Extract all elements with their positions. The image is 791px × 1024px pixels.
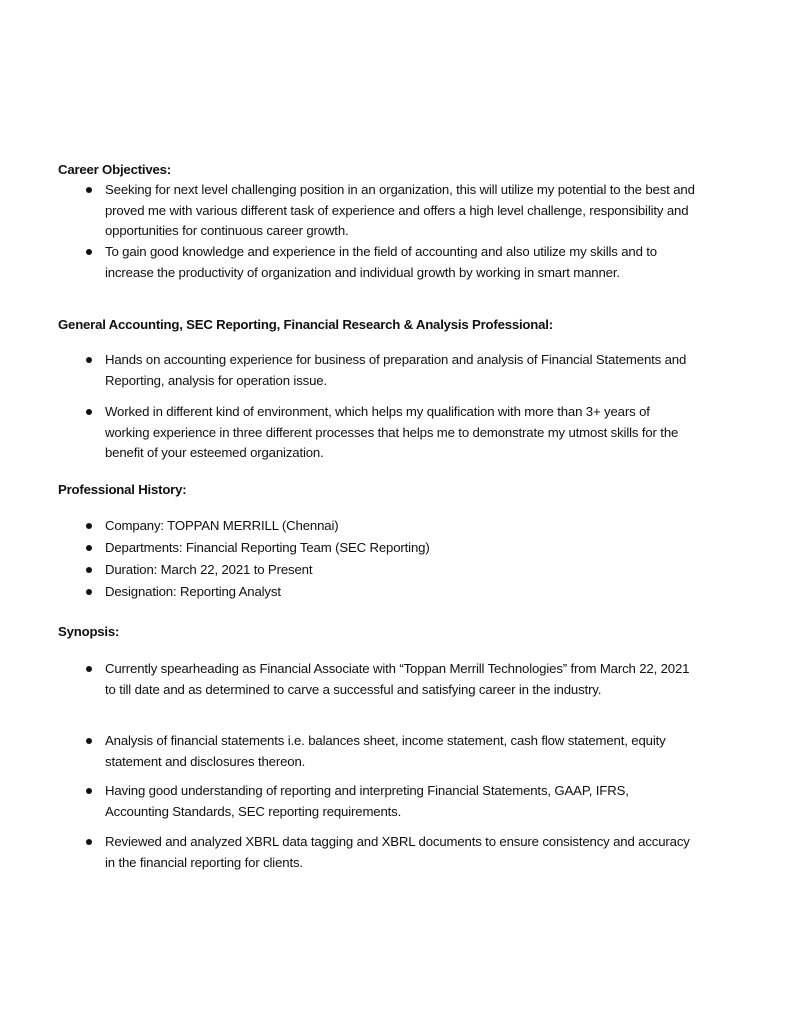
list-item-text: Analysis of financial statements i.e. balances sheet, income statement, cash flow statement, equity statement and disclosures thereon. [105, 733, 666, 769]
bullet-icon [86, 589, 92, 595]
section-heading-career-objectives: Career Objectives: [58, 162, 171, 177]
bullet-icon [86, 409, 92, 415]
section-heading-general-accounting: General Accounting, SEC Reporting, Financial Research & Analysis Professional: [58, 317, 553, 332]
list-item-text: Designation: Reporting Analyst [105, 584, 281, 599]
list-item-text: Currently spearheading as Financial Associate with “Toppan Merrill Technologies” from March 22, 2021 to till date and as determined to carve a successful and satisfying career in the industry. [105, 661, 690, 697]
list-item-text: Reviewed and analyzed XBRL data tagging and XBRL documents to ensure consistency and accuracy in the financial reporting for clients. [105, 834, 690, 870]
list-item-text: Departments: Financial Reporting Team (SEC Reporting) [105, 540, 430, 555]
bullet-icon [86, 666, 92, 672]
bullet-icon [86, 788, 92, 794]
list-item-text: Having good understanding of reporting and interpreting Financial Statements, GAAP, IFRS, Accounting Standards, SEC reporting requirements. [105, 783, 629, 819]
section-heading-professional-history: Professional History: [58, 482, 187, 497]
list-item-text: To gain good knowledge and experience in the field of accounting and also utilize my skills and to increase the productivity of organization and individual growth by working in smart manner. [105, 244, 657, 280]
list-item-text: Duration: March 22, 2021 to Present [105, 562, 313, 577]
bullet-icon [86, 357, 92, 363]
list-item-text: Worked in different kind of environment, which helps my qualification with more than 3+ years of working experience in three different processes that helps me to demonstrate my utmost skills for the benefit of your esteemed organization. [105, 404, 679, 460]
bullet-icon [86, 567, 92, 573]
bullet-icon [86, 523, 92, 529]
bullet-icon [86, 839, 92, 845]
list-item-text: Seeking for next level challenging position in an organization, this will utilize my potential to the best and proved me with various different task of experience and offers a high level challenge, responsibility and opportunities for continuous career growth. [105, 182, 695, 238]
bullet-icon [86, 187, 92, 193]
list-item-text: Company: TOPPAN MERRILL (Chennai) [105, 518, 339, 533]
bullet-icon [86, 249, 92, 255]
bullet-icon [86, 545, 92, 551]
bullet-icon [86, 738, 92, 744]
section-heading-synopsis: Synopsis: [58, 624, 120, 639]
list-item-text: Hands on accounting experience for business of preparation and analysis of Financial Statements and Reporting, analysis for operation issue. [105, 352, 687, 388]
